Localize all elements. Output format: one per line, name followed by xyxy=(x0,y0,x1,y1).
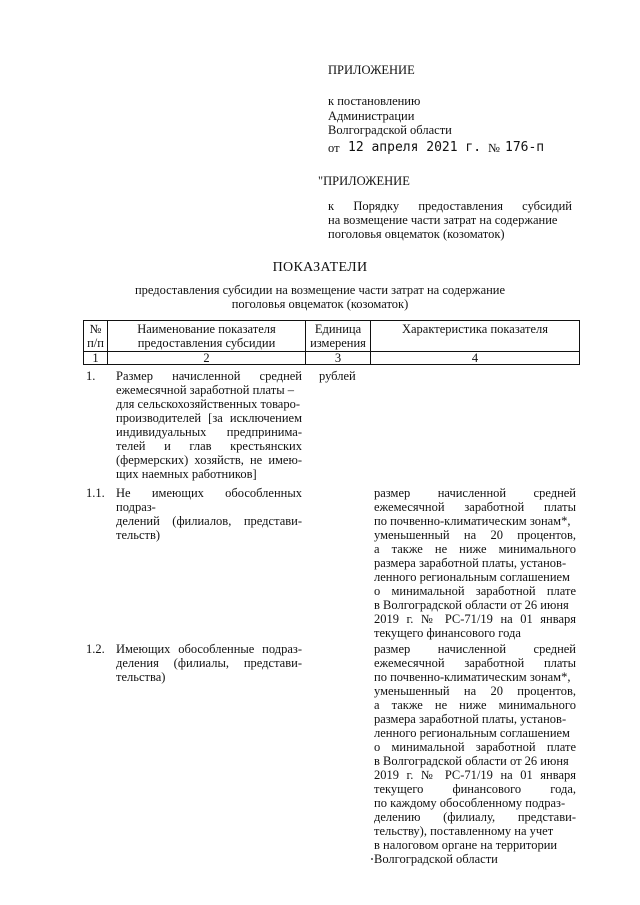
row-1-name-line: производителей [за исключением xyxy=(116,411,302,425)
row-1-2-char-line: размера заработной платы, установ- xyxy=(374,712,567,726)
row-1-2-char-line: ленного региональным соглашением xyxy=(374,726,570,740)
row-1-1-char-line: текущего финансового года xyxy=(374,626,521,640)
col-header-name xyxy=(108,322,305,350)
number-prefix: № xyxy=(488,141,500,155)
row-1-name-line: индивидуальных предпринима- xyxy=(116,425,302,439)
col-header-unit-line-2: измерения xyxy=(310,336,366,350)
row-1-2-characteristic xyxy=(374,642,576,866)
row-1-name-line: телей и глав крестьянских xyxy=(116,439,302,453)
row-1-2-char-line: по каждому обособленному подраз- xyxy=(374,796,566,810)
row-1-1-char-line: в Волгоградской области от 26 июня xyxy=(374,598,569,612)
order-line-1: к Порядку предоставления субсидий xyxy=(328,199,572,213)
row-1-name-line: Размер начисленной средней xyxy=(116,369,302,383)
row-1-num: 1. xyxy=(86,369,96,383)
index-cell-1: 1 xyxy=(92,351,99,365)
scan-dot xyxy=(371,858,373,860)
col-header-name-line-1: Наименование показателя xyxy=(137,322,276,336)
row-1-2-char-line: о минимальной заработной плате xyxy=(374,740,576,754)
order-line-2: на возмещение части затрат на содержание xyxy=(328,213,558,227)
subtitle-line-2: поголовья овцематок (козоматок) xyxy=(231,297,409,311)
row-1-name-line: ежемесячной заработной платы – xyxy=(116,383,295,397)
row-1-2-char-line: делению (филиалу, представи- xyxy=(374,810,576,824)
row-1-2-char-line: Волгоградской области xyxy=(374,852,498,866)
row-1-1-char-line: размер начисленной средней xyxy=(374,486,576,500)
row-1-1-name xyxy=(116,486,302,542)
col-header-name-line-2: предоставления субсидии xyxy=(137,336,276,350)
index-cell-3: 3 xyxy=(334,351,342,365)
decree-line-1: к постановлению xyxy=(328,94,421,108)
row-1-2-char-line: размер начисленной средней xyxy=(374,642,576,656)
date-value: 12 апреля 2021 г. xyxy=(348,140,482,155)
row-1-2-char-line: уменьшенный на 20 процентов, xyxy=(374,684,576,698)
row-1-1-char-line: уменьшенный на 20 процентов, xyxy=(374,528,576,542)
row-1-2-char-line: ежемесячной заработной платы xyxy=(374,656,576,670)
row-1-1-num: 1.1. xyxy=(86,486,105,500)
page-title: ПОКАЗАТЕЛИ xyxy=(272,260,368,275)
row-1-2-char-line: а также не ниже минимального xyxy=(374,698,576,712)
appendix-label: ПРИЛОЖЕНИЕ xyxy=(328,63,415,77)
row-1-1-char-line: ежемесячной заработной платы xyxy=(374,500,576,514)
row-1-1-name-line: Не имеющих обособленных подраз- xyxy=(116,486,302,514)
row-1-2-char-line: 2019 г. № РС-71/19 на 01 января xyxy=(374,768,576,782)
order-line-3: поголовья овцематок (козоматок) xyxy=(328,227,505,241)
row-1-2-num: 1.2. xyxy=(86,642,105,656)
table-top-border xyxy=(83,320,580,321)
index-cell-2: 2 xyxy=(203,351,210,365)
appendix-label-2: "ПРИЛОЖЕНИЕ xyxy=(318,174,410,188)
row-1-1-name-line: тельств) xyxy=(116,528,161,542)
row-1-2-char-line: по почвенно-климатическим зонам*, xyxy=(374,670,571,684)
row-1-unit: рублей xyxy=(319,369,356,383)
col-header-unit-line-1: Единица xyxy=(314,322,362,336)
row-1-name-line: для сельскохозяйственных товаро- xyxy=(116,397,301,411)
row-1-1-char-line: по почвенно-климатическим зонам*, xyxy=(374,514,571,528)
row-1-2-name-line: тельства) xyxy=(116,670,166,684)
index-cell-4: 4 xyxy=(471,351,479,365)
row-1-2-name-line: деления (филиалы, представи- xyxy=(116,656,302,670)
row-1-name-line: щих наемных работников] xyxy=(116,467,257,481)
row-1-2-name xyxy=(116,642,302,684)
row-1-2-char-line: текущего финансового года, xyxy=(374,782,576,796)
row-1-2-char-line: тельству), поставленному на учет xyxy=(374,824,554,838)
row-1-1-char-line: о минимальной заработной плате xyxy=(374,584,576,598)
date-prefix: от xyxy=(328,141,340,155)
row-1-2-char-line: в Волгоградской области от 26 июня xyxy=(374,754,569,768)
decree-line-2: Администрации xyxy=(328,109,415,123)
row-1-1-char-line: а также не ниже минимального xyxy=(374,542,576,556)
row-1-name xyxy=(116,369,302,481)
col-header-num-line-1: № xyxy=(89,322,102,336)
row-1-1-characteristic xyxy=(374,486,576,640)
row-1-1-char-line: ленного региональным соглашением xyxy=(374,570,570,584)
row-1-1-char-line: 2019 г. № РС-71/19 на 01 января xyxy=(374,612,576,626)
col-header-num-line-2: п/п xyxy=(87,336,104,350)
subtitle-line-1: предоставления субсидии на возмещение части затрат на содержание xyxy=(134,283,506,297)
row-1-2-name-line: Имеющих обособленные подраз- xyxy=(116,642,302,656)
table-right-border xyxy=(579,320,580,365)
col-header-unit xyxy=(306,322,370,350)
row-1-name-line: (фермерских) хозяйств, не имею- xyxy=(116,453,302,467)
col-header-num xyxy=(84,322,107,350)
row-1-1-name-line: делений (филиалов, представи- xyxy=(116,514,302,528)
decree-line-3: Волгоградской области xyxy=(328,123,452,137)
row-1-2-char-line: в налоговом органе на территории xyxy=(374,838,558,852)
number-value: 176-п xyxy=(505,140,545,155)
row-1-1-char-line: размера заработной платы, установ- xyxy=(374,556,567,570)
col-header-characteristic: Характеристика показателя xyxy=(401,322,549,336)
